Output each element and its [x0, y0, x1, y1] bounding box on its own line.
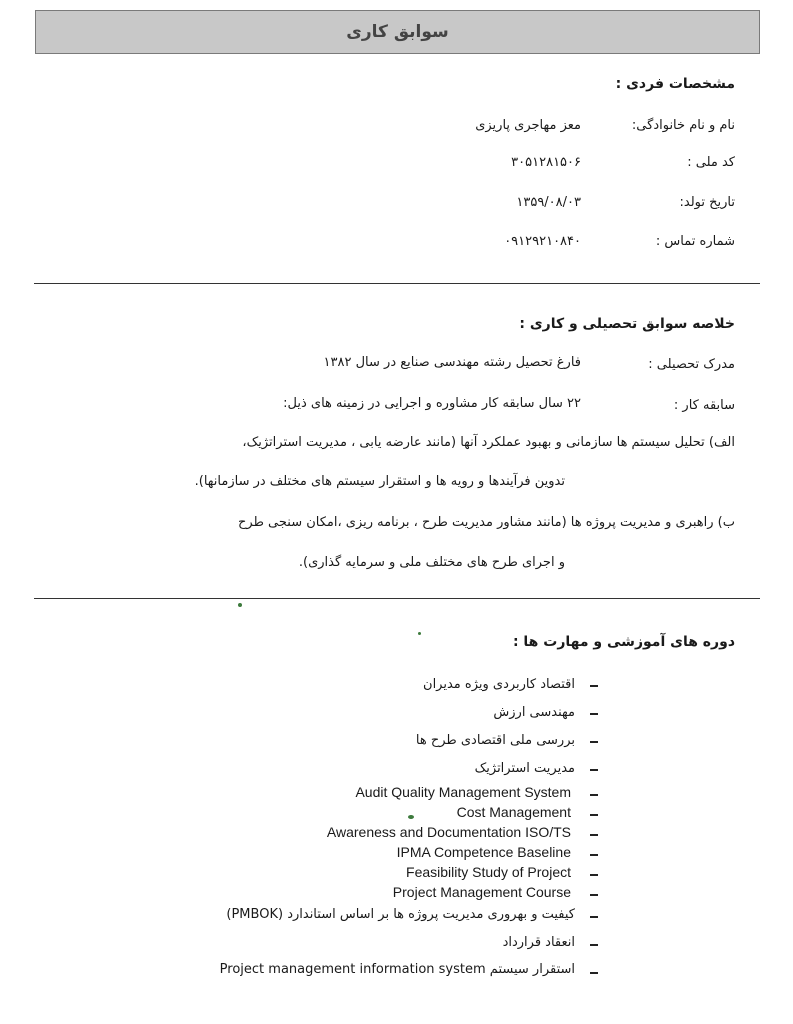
- section-divider: [34, 598, 760, 599]
- list-bullet: [590, 944, 598, 946]
- birth-date-label: تاریخ تولد:: [679, 195, 735, 210]
- list-bullet: [590, 685, 598, 687]
- course-item: بررسی ملی اقتصادی طرح ها: [415, 733, 575, 748]
- list-bullet: [590, 916, 598, 918]
- course-item: Project Management Course: [392, 884, 571, 900]
- education-work-heading: خلاصه سوابق تحصیلی و کاری :: [519, 316, 735, 332]
- full-name-label: نام و نام خانوادگی:: [631, 118, 735, 133]
- course-item: IPMA Competence Baseline: [396, 844, 571, 860]
- course-item: Feasibility Study of Project: [406, 864, 571, 880]
- list-bullet: [590, 769, 598, 771]
- scan-speck: [238, 603, 242, 607]
- list-bullet: [590, 894, 598, 896]
- course-item: Audit Quality Management System: [355, 784, 571, 800]
- list-bullet: [590, 834, 598, 836]
- course-item: Cost Management: [456, 804, 571, 820]
- list-bullet: [590, 794, 598, 796]
- course-item: مدیریت استراتژیک: [474, 761, 575, 776]
- experience-item-a-line1: الف) تحلیل سیستم ها سازمانی و بهبود عملکرد آنها (مانند عارضه یابی ، مدیریت استراتژیک،: [242, 435, 735, 450]
- experience-item-b-line1: ب) راهبری و مدیریت پروژه ها (مانند مشاور مدیریت طرح ، برنامه ریزی ،امکان سنجی طرح: [238, 515, 735, 530]
- phone-label: شماره تماس :: [655, 234, 735, 249]
- degree-label: مدرک تحصیلی :: [648, 357, 735, 372]
- experience-label: سابقه کار :: [673, 398, 735, 413]
- scan-speck: [408, 815, 414, 819]
- scan-speck: [418, 632, 421, 635]
- list-bullet: [590, 741, 598, 743]
- list-bullet: [590, 874, 598, 876]
- national-id-label: کد ملی :: [687, 155, 735, 170]
- experience-item-b-line2: و اجرای طرح های مختلف ملی و سرمایه گذاری).: [298, 555, 565, 570]
- experience-intro: ۲۲ سال سابقه کار مشاوره و اجرایی در زمینه های ذیل:: [283, 396, 581, 411]
- course-item: مهندسی ارزش: [493, 705, 575, 720]
- birth-date-value: ۱۳۵۹/۰۸/۰۳: [516, 195, 581, 210]
- full-name-value: معز مهاجری پاریزی: [475, 118, 581, 133]
- phone-value: ۰۹۱۲۹۲۱۰۸۴۰: [504, 234, 581, 249]
- personal-info-heading: مشخصات فردی :: [615, 76, 735, 92]
- course-item: استقرار سیستم Project management information system: [219, 962, 575, 977]
- list-bullet: [590, 713, 598, 715]
- course-item: کیفیت و بهروری مدیریت پروژه ها بر اساس استاندارد (PMBOK): [226, 907, 575, 922]
- experience-item-a-line2: تدوین فرآیندها و رویه ها و استقرار سیستم های مختلف در سازمانها).: [194, 474, 565, 489]
- section-divider: [34, 283, 760, 284]
- course-item: اقتصاد کاربردی ویژه مدیران: [423, 677, 575, 692]
- course-item: Awareness and Documentation ISO/TS: [326, 824, 571, 840]
- list-bullet: [590, 854, 598, 856]
- degree-value: فارغ تحصیل رشته مهندسی صنایع در سال ۱۳۸۲: [323, 355, 581, 370]
- list-bullet: [590, 972, 598, 974]
- list-bullet: [590, 814, 598, 816]
- page-title: سوابق کاری: [35, 10, 760, 54]
- national-id-value: ۳۰۵۱۲۸۱۵۰۶: [511, 155, 581, 170]
- course-item: انعقاد قرارداد: [502, 935, 575, 950]
- courses-heading: دوره های آموزشی و مهارت ها :: [512, 634, 735, 650]
